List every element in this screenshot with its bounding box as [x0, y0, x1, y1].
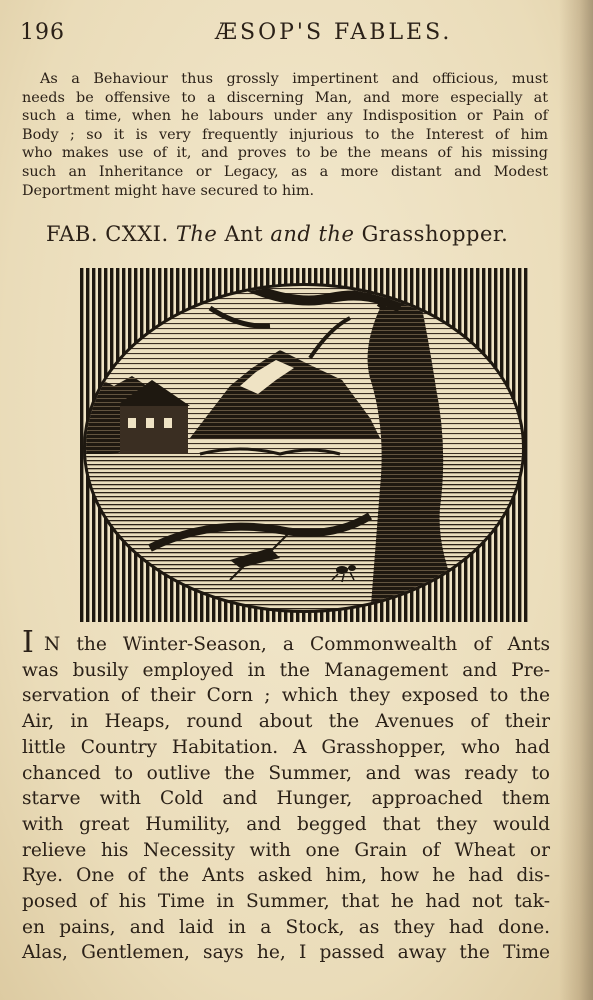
body-line: with great Humility, and begged that they would [22, 813, 550, 835]
body-line: Alas, Gentlemen, says he, I passed away the Time [22, 942, 550, 964]
house-window [128, 418, 136, 428]
running-head: ÆSOP'S FABLES. [215, 20, 453, 45]
body-line: servation of their Corn ; which they exposed to the [22, 685, 550, 707]
moral-line: such an Inheritance or Legacy, as a more distant and Modest [22, 163, 548, 180]
body-line: little Country Habitation. A Grasshopper, who had [22, 736, 550, 758]
ground-snow [80, 454, 528, 494]
moral-line: As a Behaviour thus grossly impertinent and officious, must [40, 71, 548, 87]
woodcut-illustration [80, 268, 528, 622]
fable-number: FAB. CXXI. [46, 222, 169, 246]
body-line: was busily employed in the Management and Pre- [22, 659, 550, 681]
body-line: Air, in Heaps, round about the Avenues of their [22, 711, 550, 733]
house-window [146, 418, 154, 428]
fable-title [46, 222, 546, 246]
moral-line: needs be offensive to a discerning Man, and more especially at [22, 89, 548, 106]
fable-title-ant: Ant [224, 222, 264, 246]
page-spine-shadow [559, 0, 593, 1000]
page-header [20, 18, 550, 48]
woodcut-svg [80, 268, 528, 622]
fable-body [22, 625, 550, 966]
body-line: posed of his Time in Summer, that he had not tak- [22, 891, 550, 913]
moral-line: Deportment might have secured to him. [22, 182, 315, 199]
moral-line: such a time, when he labours under any Indisposition or Pain of [22, 108, 548, 125]
moral-paragraph [22, 70, 548, 200]
body-line: N the Winter-Season, a Commonwealth of Ants [44, 634, 550, 655]
body-line: Rye. One of the Ants asked him, how he had dis- [22, 865, 550, 887]
page-number: 196 [20, 20, 65, 45]
body-line: en pains, and laid in a Stock, as they had done. [22, 916, 550, 938]
body-line: chanced to outlive the Summer, and was ready to [22, 762, 550, 784]
house [120, 404, 188, 454]
drop-cap: I [22, 625, 34, 660]
body-line: relieve his Necessity with one Grain of Wheat or [22, 839, 550, 861]
fable-title-and-the: and the [270, 222, 355, 246]
moral-line: Body ; so it is very frequently injurious to the Interest of him [22, 126, 548, 143]
fable-title-grasshopper: Grasshopper. [361, 222, 509, 246]
moral-line: who makes use of it, and proves to be the means of his missing [22, 145, 548, 162]
body-line: starve with Cold and Hunger, approached them [22, 788, 550, 810]
fable-title-the: The [175, 222, 218, 246]
house-window [164, 418, 172, 428]
